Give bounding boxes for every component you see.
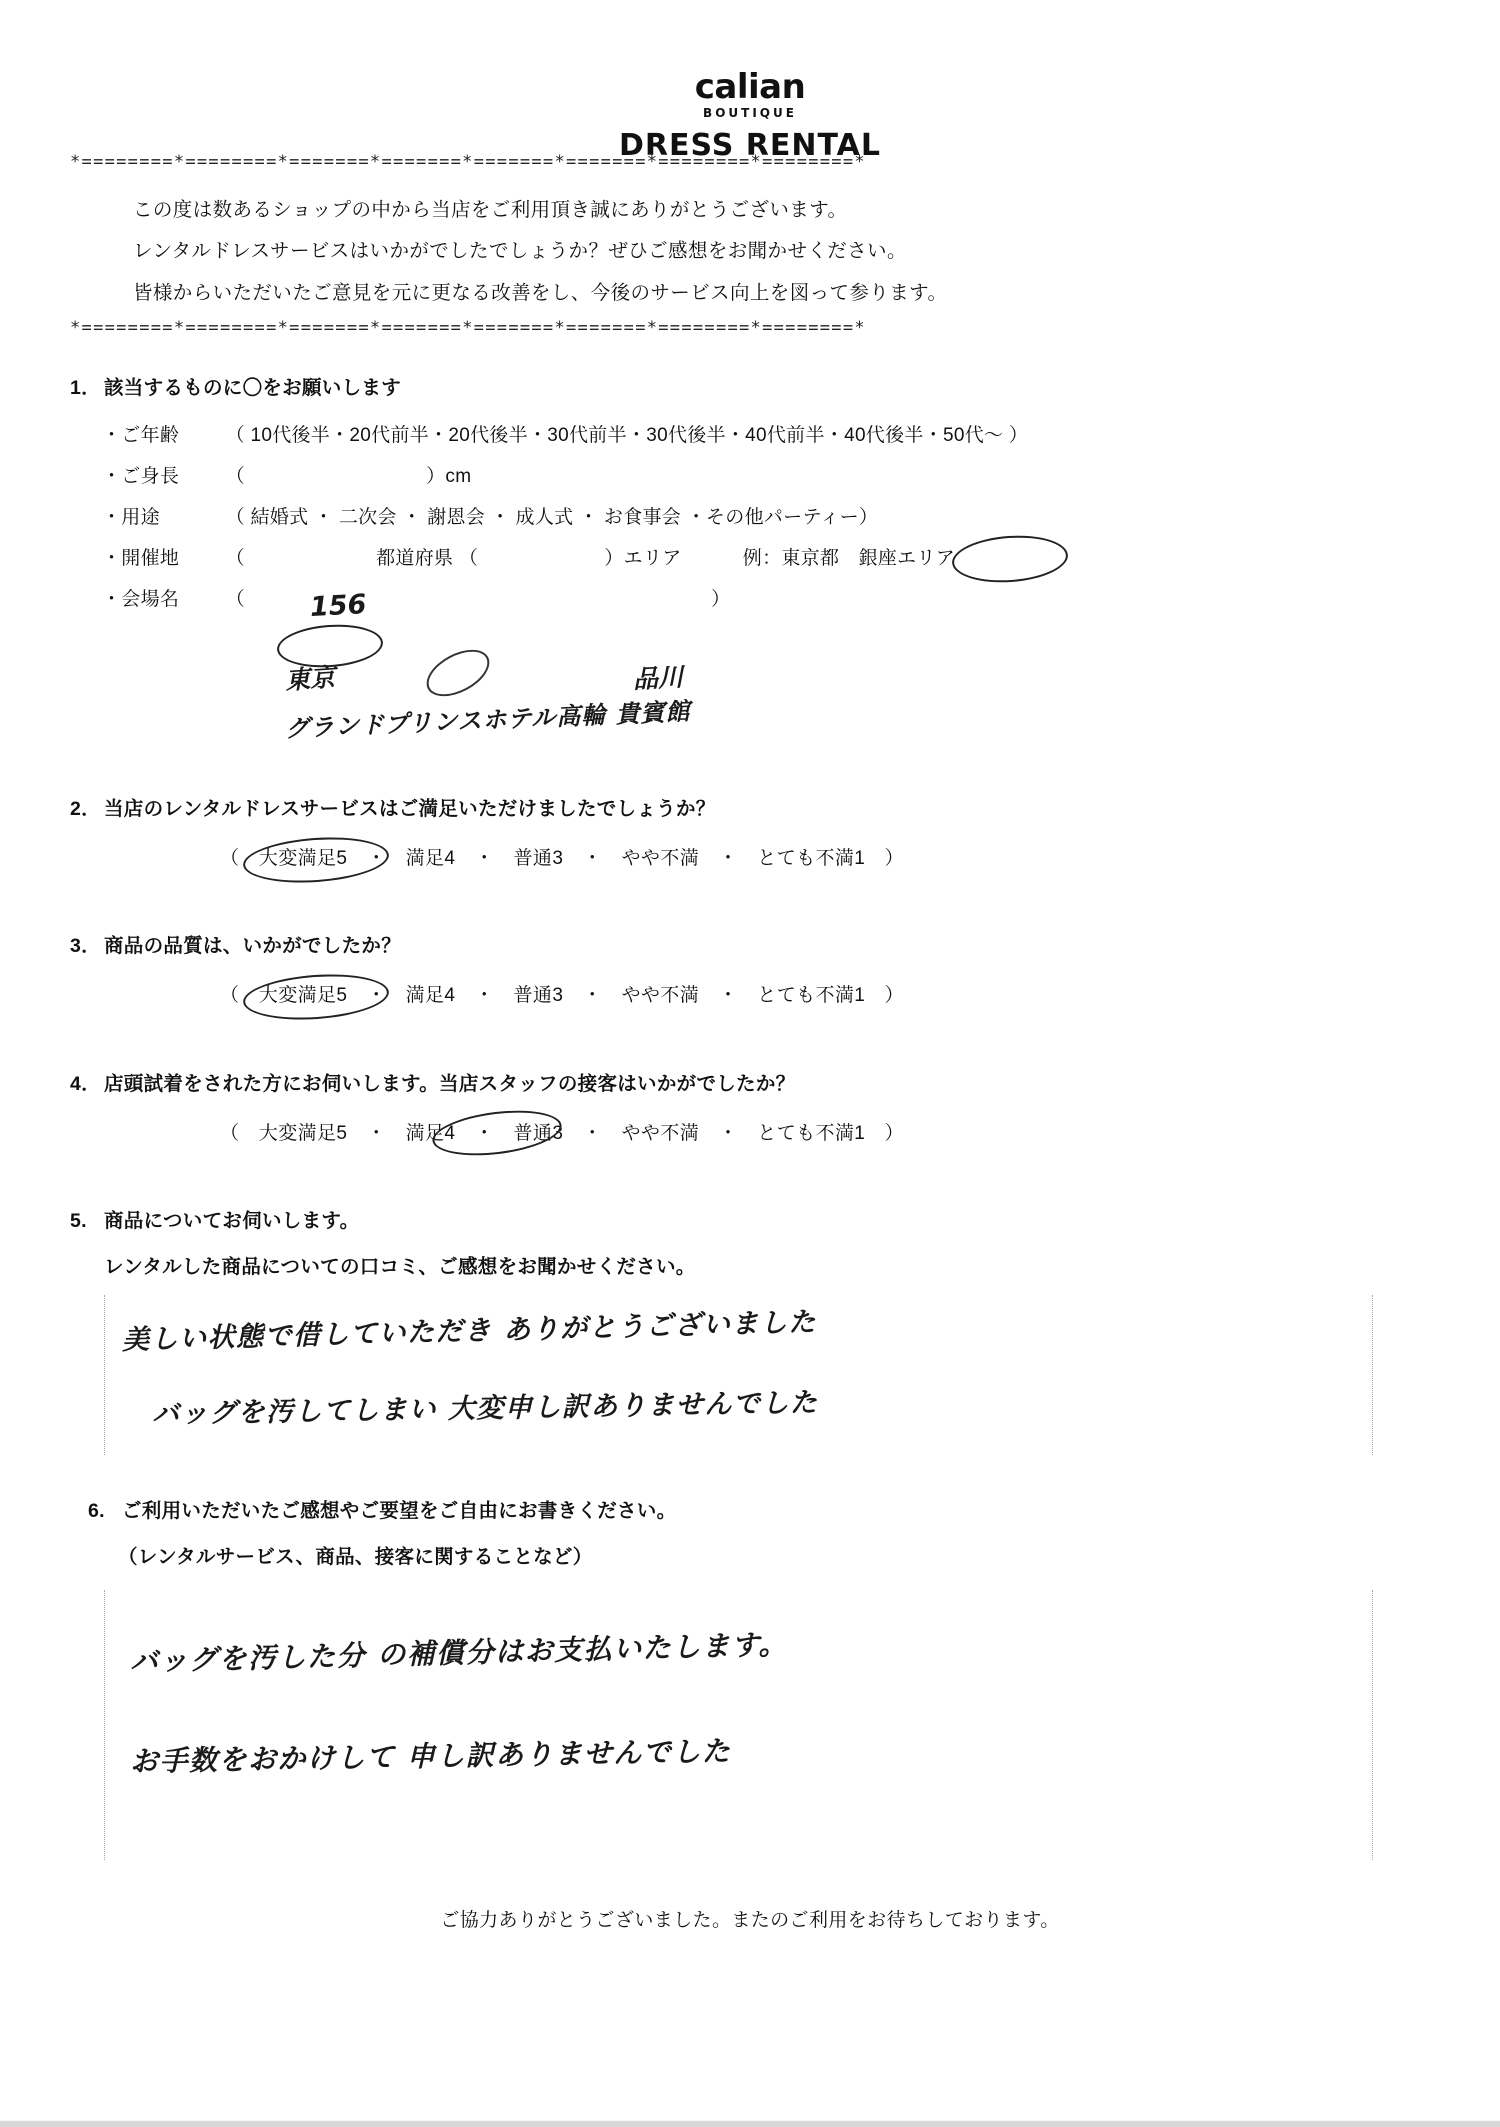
page-edge-shadow xyxy=(0,2113,1500,2127)
q1-location-area-tail: ）エリア xyxy=(604,548,682,569)
handwritten-venue: グランドプリンスホテル高輪 貴賓館 xyxy=(284,697,692,743)
page-title: DRESS RENTAL xyxy=(619,128,881,163)
logo-wordmark: calian xyxy=(694,67,806,107)
intro-text xyxy=(133,198,1383,322)
q1-venue-label: ・会場名 xyxy=(102,589,180,610)
intro-line-2: レンタルドレスサービスはいかがでしたでしょうか？ぜひご感想をお聞かせください。 xyxy=(133,240,907,263)
question-2-heading xyxy=(70,793,1450,821)
q6-answer-line-2: お手数をおかけして 申し訳ありませんでした xyxy=(129,1734,732,1778)
question-4-number: 4． xyxy=(70,1073,101,1095)
handwritten-prefecture: 東京 xyxy=(284,662,337,695)
q1-purpose-label: ・用途 xyxy=(102,507,160,528)
q1-row-age xyxy=(102,420,1450,447)
q1-age-options[interactable]: （ 10代後半・20代前半・20代後半・30代前半・30代後半・40代前半・40代後半・50代～ ） xyxy=(225,425,1029,446)
q1-location-example: 例：東京都 銀座エリア xyxy=(742,548,956,569)
q5-answer-line-1: 美しい状態で借していただき ありがとうございました xyxy=(121,1306,818,1356)
question-5 xyxy=(70,1205,1450,1279)
handwritten-area: 品川 xyxy=(632,662,684,694)
q1-height-unit: ）cm xyxy=(426,466,472,487)
q1-location-label: ・開催地 xyxy=(102,548,180,569)
question-1-title: 該当するものに〇をお願いします xyxy=(104,377,402,399)
question-5-number: 5. xyxy=(70,1210,87,1232)
question-5-title: 商品についてお伺いします。 xyxy=(104,1210,360,1232)
circle-prefecture-marker xyxy=(419,640,497,705)
q5-guide-right xyxy=(1372,1295,1373,1455)
question-3-number: 3． xyxy=(70,935,101,957)
question-6-number: 6. xyxy=(88,1500,105,1522)
q1-row-purpose xyxy=(102,502,1450,529)
q6-answer-line-1: バッグを汚した分 の補償分はお支払いたします。 xyxy=(129,1627,789,1678)
question-3-scale[interactable]: （ 大変満足5 ・ 満足4 ・ 普通3 ・ やや不満 ・ とても不満1 ） xyxy=(220,985,905,1006)
divider-top: *========*========*=======*=======*=======*=======*========*========* xyxy=(70,152,866,172)
question-4-heading xyxy=(70,1068,1450,1096)
q1-row-height xyxy=(102,461,1450,488)
question-6-subtitle: （レンタルサービス、商品、接客に関することなど） xyxy=(118,1546,593,1568)
q1-height-open-paren: （ xyxy=(225,466,245,487)
intro-line-3: 皆様からいただいたご意見を元に更なる改善をし、今後のサービス向上を図って参ります。 xyxy=(133,281,948,304)
footer-note: ご協力ありがとうございました。またのご利用をお待ちしております。 xyxy=(440,1910,1060,1931)
question-6 xyxy=(70,1495,1450,1569)
question-4-scale[interactable]: （ 大変満足5 ・ 満足4 ・ 普通3 ・ やや不満 ・ とても不満1 ） xyxy=(220,1123,905,1144)
intro-line-1: この度は数あるショップの中から当店をご利用頂き誠にありがとうございます。 xyxy=(133,199,848,221)
question-3-title: 商品の品質は、いかがでしたか？ xyxy=(104,935,402,957)
question-3-heading xyxy=(70,930,1450,958)
question-5-heading xyxy=(70,1205,1450,1233)
q6-guide-left xyxy=(104,1590,105,1860)
q6-guide-right xyxy=(1372,1590,1373,1860)
question-1-heading xyxy=(70,372,1450,400)
q5-guide-left xyxy=(104,1295,105,1455)
question-4 xyxy=(70,1068,1450,1145)
question-4-title: 店頭試着をされた方にお伺いします。当店スタッフの接客はいかがでしたか？ xyxy=(104,1073,796,1095)
q1-venue-open-paren: （ xyxy=(225,589,245,610)
q1-age-label: ・ご年齢 xyxy=(102,425,180,446)
brand-logo xyxy=(0,67,1500,163)
question-1-number: 1． xyxy=(70,377,101,399)
divider-bottom: *========*========*=======*=======*=======*=======*========*========* xyxy=(70,318,866,338)
logo-subtitle: BOUTIQUE xyxy=(703,106,797,120)
question-6-heading xyxy=(88,1495,1450,1523)
q1-row-location xyxy=(102,543,1450,570)
q5-answer-line-2: バッグを汚してしまい 大変申し訳ありませんでした xyxy=(151,1387,819,1430)
q1-height-label: ・ご身長 xyxy=(102,466,180,487)
q1-location-pref-field: 都道府県 （ xyxy=(376,548,479,569)
question-2-number: 2． xyxy=(70,798,101,820)
question-2-title: 当店のレンタルドレスサービスはご満足いただけましたでしょうか？ xyxy=(104,798,716,820)
q1-venue-close-paren: ） xyxy=(711,589,731,610)
question-6-title: ご利用いただいたご感想やご要望をご自由にお書きください。 xyxy=(122,1500,677,1522)
question-1 xyxy=(70,372,1450,611)
handwritten-height: 156 xyxy=(309,589,368,623)
q1-purpose-options[interactable]: （ 結婚式 ・ 二次会 ・ 謝恩会 ・ 成人式 ・ お食事会 ・その他パーティー） xyxy=(225,507,879,528)
question-2-scale[interactable]: （ 大変満足5 ・ 満足4 ・ 普通3 ・ やや不満 ・ とても不満1 ） xyxy=(220,848,905,869)
q1-row-venue xyxy=(102,584,1450,611)
question-5-subtitle: レンタルした商品についての口コミ、ご感想をお聞かせください。 xyxy=(104,1256,696,1278)
q1-location-open-paren: （ xyxy=(225,548,245,569)
